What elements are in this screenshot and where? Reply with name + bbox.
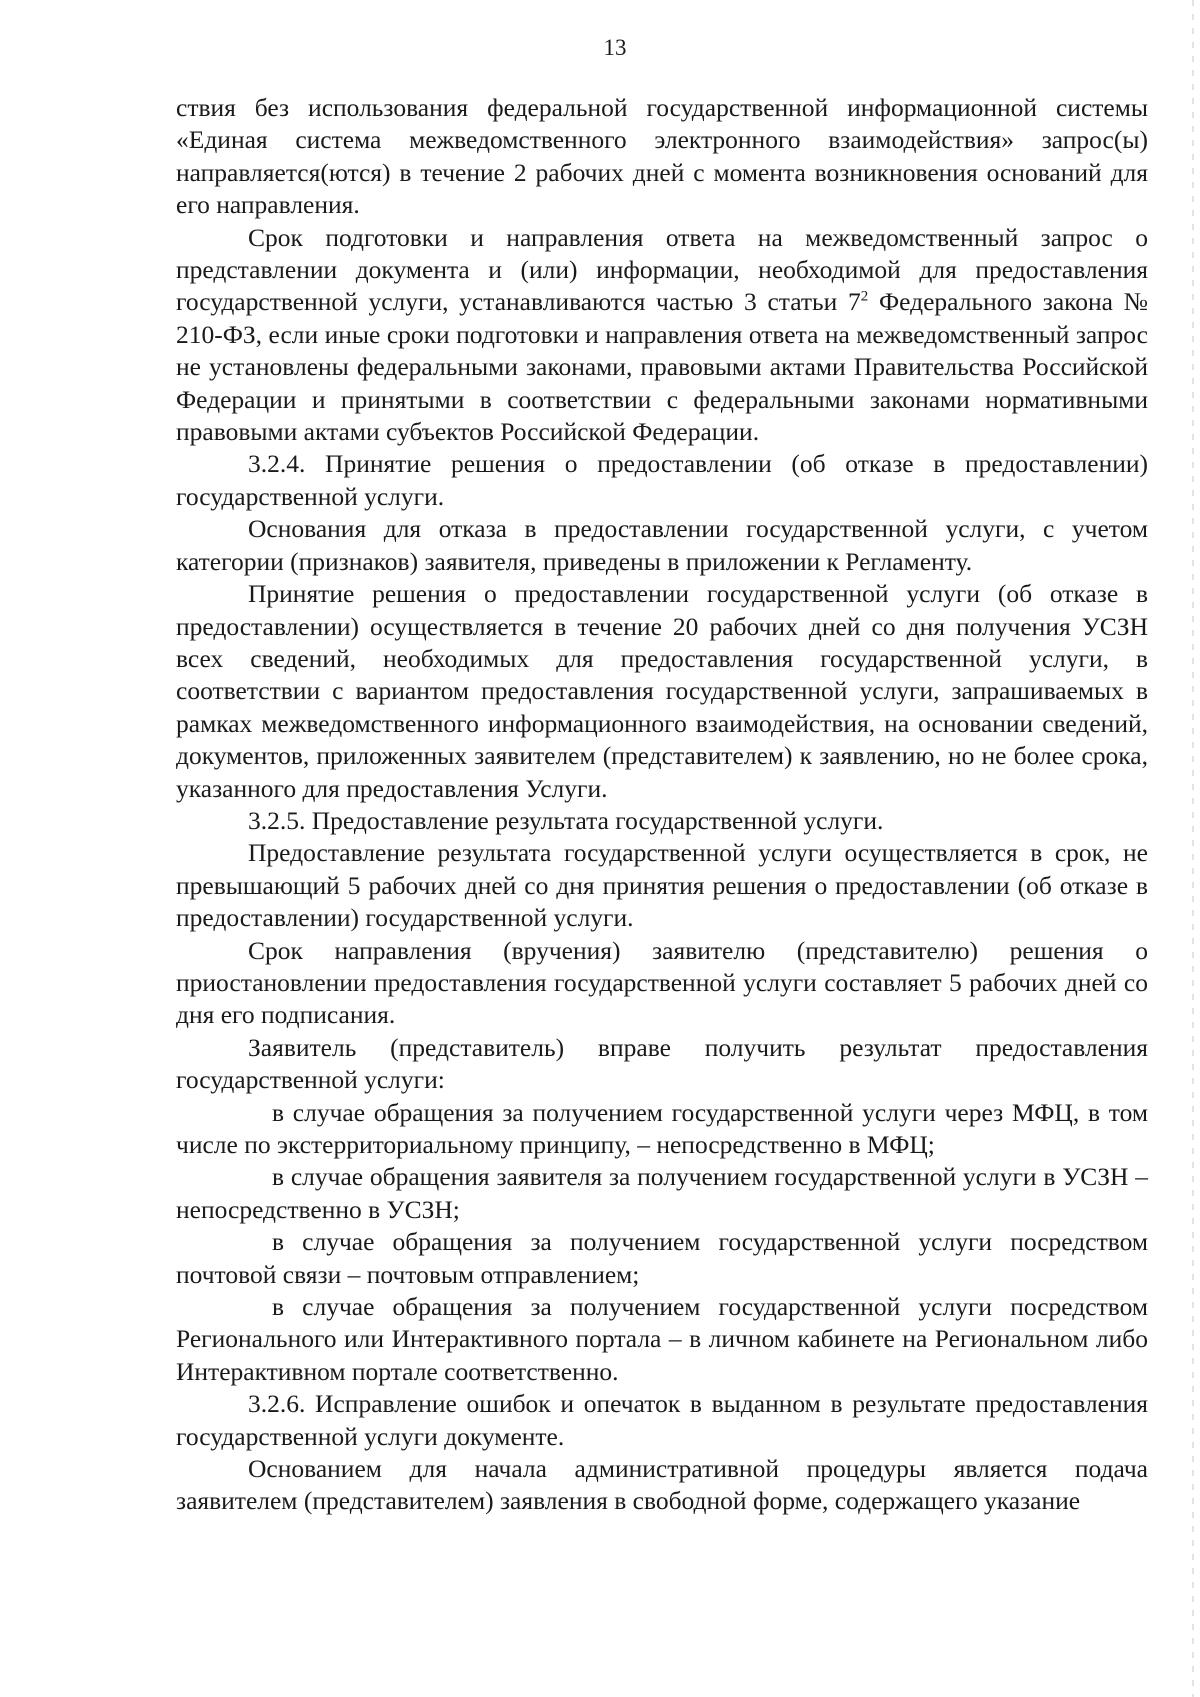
paragraph-response-deadline xyxy=(176,222,1148,449)
paragraph-response-deadline-text: Срок подготовки и направления ответа на межведомственный запрос о представлении документа и (или) информации, необходимой для предоставления государственной услуги, устанавливаются частью 3 статьи 7 xyxy=(176,222,1148,317)
section-heading-3-2-4: 3.2.4. Принятие решения о предоставлении (об отказе в предоставлении) государственной услуги. xyxy=(176,449,1148,511)
section-heading-3-2-5: 3.2.5. Предоставление результата государственной услуги. xyxy=(248,805,884,835)
paragraph-correction-basis: Основанием для начала административной процедуры является подача заявителем (представителем) заявления в свободной форме, содержащего указание xyxy=(176,1454,1148,1516)
paragraph-response-deadline-text-2: Федерального закона № 210-ФЗ, если иные сроки подготовки и направления ответа на межведомственный запрос не установлены федеральными законами, правовыми актами Правительства Российской Федерации и принятыми в соответствии с федеральными законами нормативными правовыми актами субъектов Российской Федерации. xyxy=(176,287,1148,447)
list-item-mfc: в случае обращения за получением государственной услуги через МФЦ, в том числе по экстерриториальному принципу, – непосредственно в МФЦ; xyxy=(176,1097,1148,1159)
section-heading-3-2-6: 3.2.6. Исправление ошибок и опечаток в выданном в результате предоставления государственной услуги документе. xyxy=(176,1389,1148,1451)
page-number: 13 xyxy=(603,35,627,60)
list-item-portal: в случае обращения за получением государственной услуги посредством Регионального или Интерактивного портала – в личном кабинете на Региональном либо Интерактивном портале соответственно. xyxy=(176,1292,1148,1386)
list-item-uszn: в случае обращения заявителя за получением государственной услуги в УСЗН – непосредственно в УСЗН; xyxy=(176,1162,1148,1224)
paragraph-suspension-term: Срок направления (вручения) заявителю (представителю) решения о приостановлении предоставления государственной услуги составляет 5 рабочих дней со дня его подписания. xyxy=(176,935,1148,1030)
paragraph-result-term: Предоставление результата государственной услуги осуществляется в срок, не превышающий 5 рабочих дней со дня принятия решения о предоставлении (об отказе в предоставлении) государственной услуги. xyxy=(176,838,1148,933)
paragraph-result-methods-intro: Заявитель (представитель) вправе получить результат предоставления государственной услуги: xyxy=(176,1032,1148,1095)
paragraph-refusal-grounds: Основания для отказа в предоставлении государственной услуги, с учетом категории (признаков) заявителя, приведены в приложении к Регламенту. xyxy=(176,514,1148,576)
scan-edge-artifact xyxy=(1192,0,1194,1697)
document-body xyxy=(176,92,1148,1518)
list-item-post: в случае обращения за получением государственной услуги посредством почтовой связи – почтовым отправлением; xyxy=(176,1227,1148,1289)
paragraph-decision-term: Принятие решения о предоставлении государственной услуги (об отказе в предоставлении) осуществляется в течение 20 рабочих дней со дня получения УСЗН всех сведений, необходимых для предоставления государственной услуги, в соответствии с вариантом предоставления государственной услуги, запрашиваемых в рамках межведомственного информационного взаимодействия, на основании сведений, документов, приложенных заявителем (представителем) к заявлению, но не более срока, указанного для предоставления Услуги. xyxy=(176,579,1148,803)
paragraph-continuation: ствия без использования федеральной государственной информационной системы «Единая система межведомственного электронного взаимодействия» запрос(ы) направляется(ются) в течение 2 рабочих дней с момента возникновения оснований для его направления. xyxy=(176,93,1148,220)
article-superscript: 2 xyxy=(860,288,869,305)
